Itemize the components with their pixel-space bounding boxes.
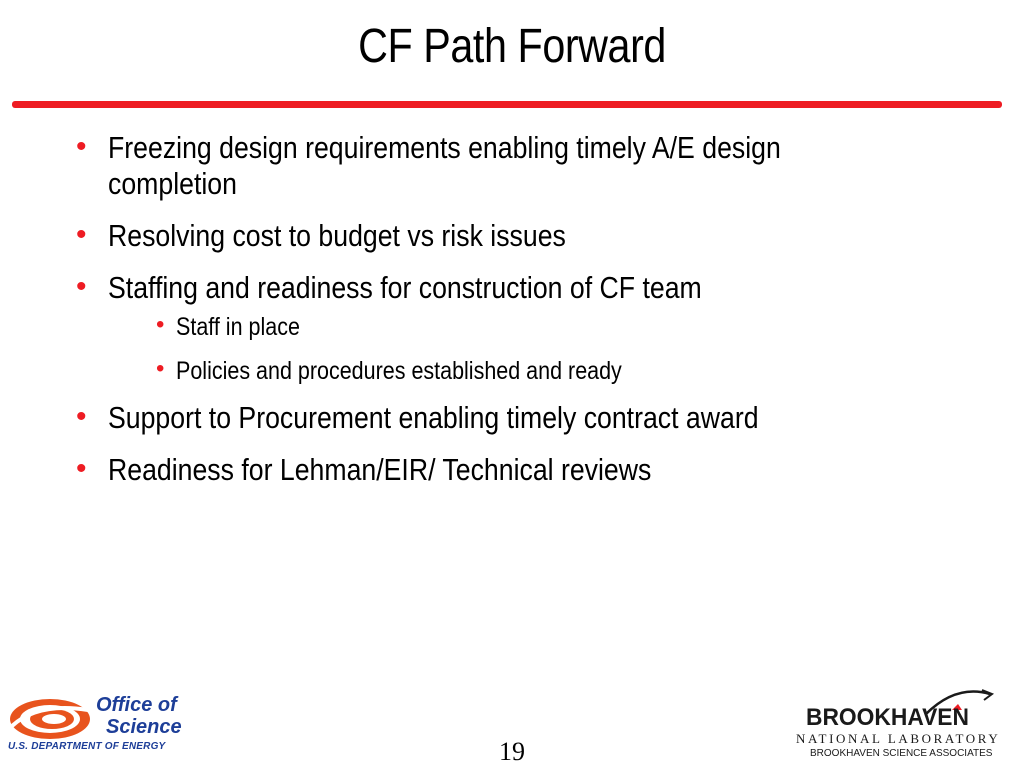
bullet-dot-icon: • (156, 311, 165, 338)
bullet-text: Resolving cost to budget vs risk issues (108, 218, 566, 253)
doe-office-line: Office of (96, 694, 177, 716)
slide-title: CF Path Forward (358, 20, 666, 73)
bullet-list (76, 130, 976, 504)
sub-bullet-text: Policies and procedures established and ready (176, 357, 622, 385)
sub-bullet-text: Staff in place (176, 313, 300, 341)
title-divider (12, 101, 1002, 108)
bullet-dot-icon: • (76, 270, 87, 303)
bnl-name-text: BROOKHAVEN (806, 704, 969, 731)
bullet-item (76, 452, 976, 488)
bullet-text: Support to Procurement enabling timely contract award (108, 400, 759, 435)
bullet-dot-icon: • (76, 452, 87, 485)
bnl-associates-text: BROOKHAVEN SCIENCE ASSOCIATES (810, 748, 993, 759)
sub-bullet-item (156, 356, 976, 386)
page-number: 19 (499, 737, 525, 766)
bullet-item (76, 400, 828, 436)
brookhaven-logo (796, 686, 1012, 762)
bullet-item (76, 218, 976, 254)
doe-office-text (96, 694, 182, 738)
bullet-dot-icon: • (76, 218, 87, 251)
sub-bullet-list (108, 312, 976, 386)
bullet-dot-icon: • (76, 400, 87, 433)
sub-bullet-item (156, 312, 976, 342)
bullet-item (76, 270, 976, 386)
bullet-text: Freezing design requirements enabling timely A/E design completion (108, 130, 781, 201)
bullet-text: Readiness for Lehman/EIR/ Technical reviews (108, 452, 652, 487)
bullet-dot-icon: • (156, 355, 165, 382)
bullet-text: Staffing and readiness for construction of CF team (108, 270, 702, 305)
doe-science-line: Science (106, 716, 182, 738)
bullet-item (76, 130, 976, 202)
doe-swirl-logo-icon (8, 696, 92, 742)
bullet-dot-icon: • (76, 130, 87, 163)
doe-department-text: U.S. DEPARTMENT OF ENERGY (8, 741, 166, 752)
bnl-subtitle-text: NATIONAL LABORATORY (796, 731, 1001, 746)
